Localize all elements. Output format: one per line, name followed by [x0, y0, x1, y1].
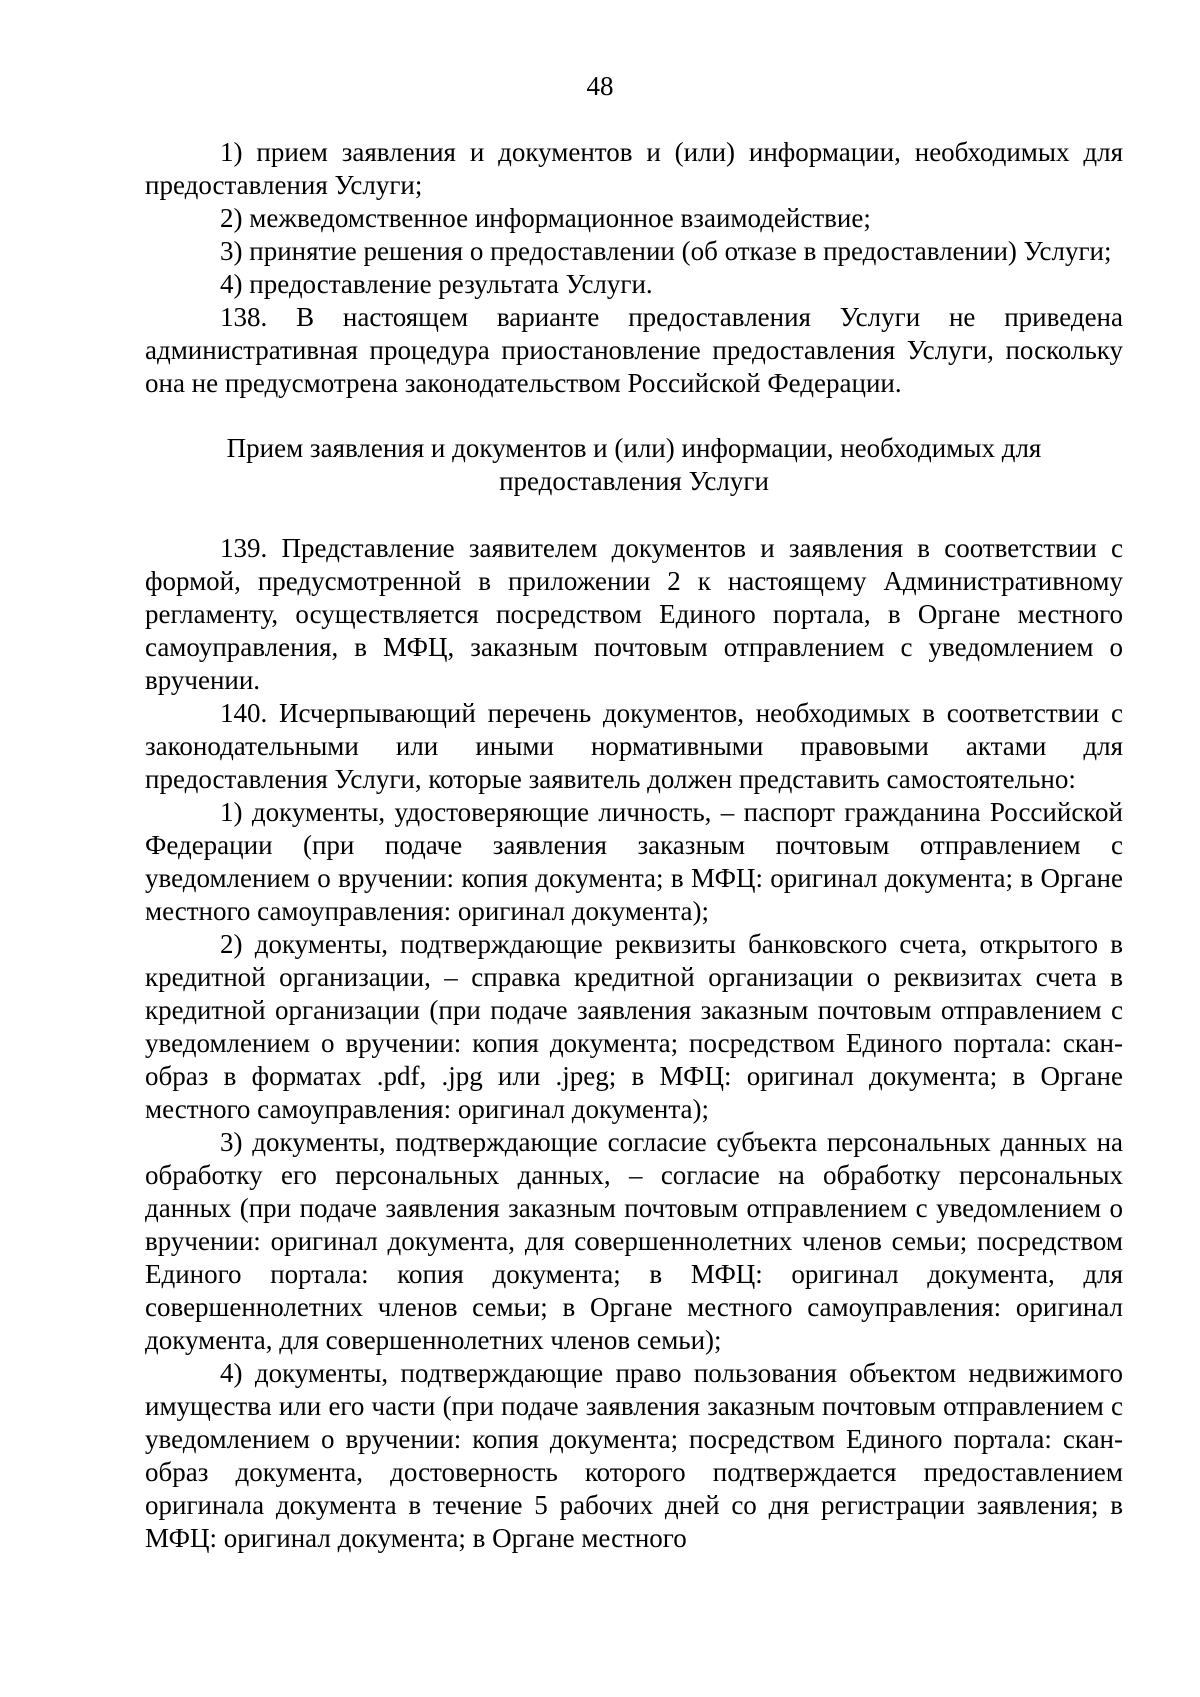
document-body — [145, 136, 1123, 1555]
list-item-1: 1) прием заявления и документов и (или) информации, необходимых для предоставления Услуги; — [145, 137, 1123, 200]
paragraph-140: 140. Исчерпывающий перечень документов, необходимых в соответствии с законодательными или иными нормативными правовыми актами для предоставления Услуги, которые заявитель должен представить самостоятельно: — [145, 698, 1123, 794]
paragraph-140-item-3: 3) документы, подтверждающие согласие субъекта персональных данных на обработку его персональных данных, – согласие на обработку персональных данных (при подаче заявления заказным почтовым отправлением с уведомлением о вручении: оригинал документа, для совершеннолетних членов семьи; посредством Единого портала: копия документа; в МФЦ: оригинал документа, для совершеннолетних членов семьи; в Органе местного самоуправления: оригинал документа, для совершеннолетних членов семьи); — [145, 1127, 1123, 1355]
paragraph-138: 138. В настоящем варианте предоставления Услуги не приведена административная процедура приостановление предоставления Услуги, поскольку она не предусмотрена законодательством Российской Федерации. — [145, 302, 1123, 398]
section-heading: Прием заявления и документов и (или) информации, необходимых для предоставления Услуги — [226, 433, 1042, 496]
paragraph-140-item-1: 1) документы, удостоверяющие личность, – паспорт гражданина Российской Федерации (при подаче заявления заказным почтовым отправлением с уведомлением о вручении: копия документа; в МФЦ: оригинал документа; в Органе местного самоуправления: оригинал документа); — [145, 797, 1123, 926]
paragraph-140-item-2: 2) документы, подтверждающие реквизиты банковского счета, открытого в кредитной организации, – справка кредитной организации о реквизитах счета в кредитной организации (при подаче заявления заказным почтовым отправлением с уведомлением о вручении: копия документа; посредством Единого портала: скан-образ в форматах .pdf, .jpg или .jpeg; в МФЦ: оригинал документа; в Органе местного самоуправления: оригинал документа); — [145, 929, 1123, 1124]
paragraph-140-item-4: 4) документы, подтверждающие право пользования объектом недвижимого имущества или его части (при подаче заявления заказным почтовым отправлением с уведомлением о вручении: копия документа; посредством Единого портала: скан-образ документа, достоверность которого подтверждается предоставлением оригинала документа в течение 5 рабочих дней со дня регистрации заявления; в МФЦ: оригинал документа; в Органе местного — [145, 1358, 1123, 1553]
list-item-2: 2) межведомственное информационное взаимодействие; — [220, 203, 871, 233]
paragraph-139: 139. Представление заявителем документов и заявления в соответствии с формой, предусмотренной в приложении 2 к настоящему Административному регламенту, осуществляется посредством Единого портала, в Органе местного самоуправления, в МФЦ, заказным почтовым отправлением с уведомлением о вручении. — [145, 533, 1123, 695]
page-number: 48 — [586, 71, 614, 101]
list-item-3: 3) принятие решения о предоставлении (об отказе в предоставлении) Услуги; — [220, 236, 1112, 266]
list-item-4: 4) предоставление результата Услуги. — [220, 269, 653, 299]
